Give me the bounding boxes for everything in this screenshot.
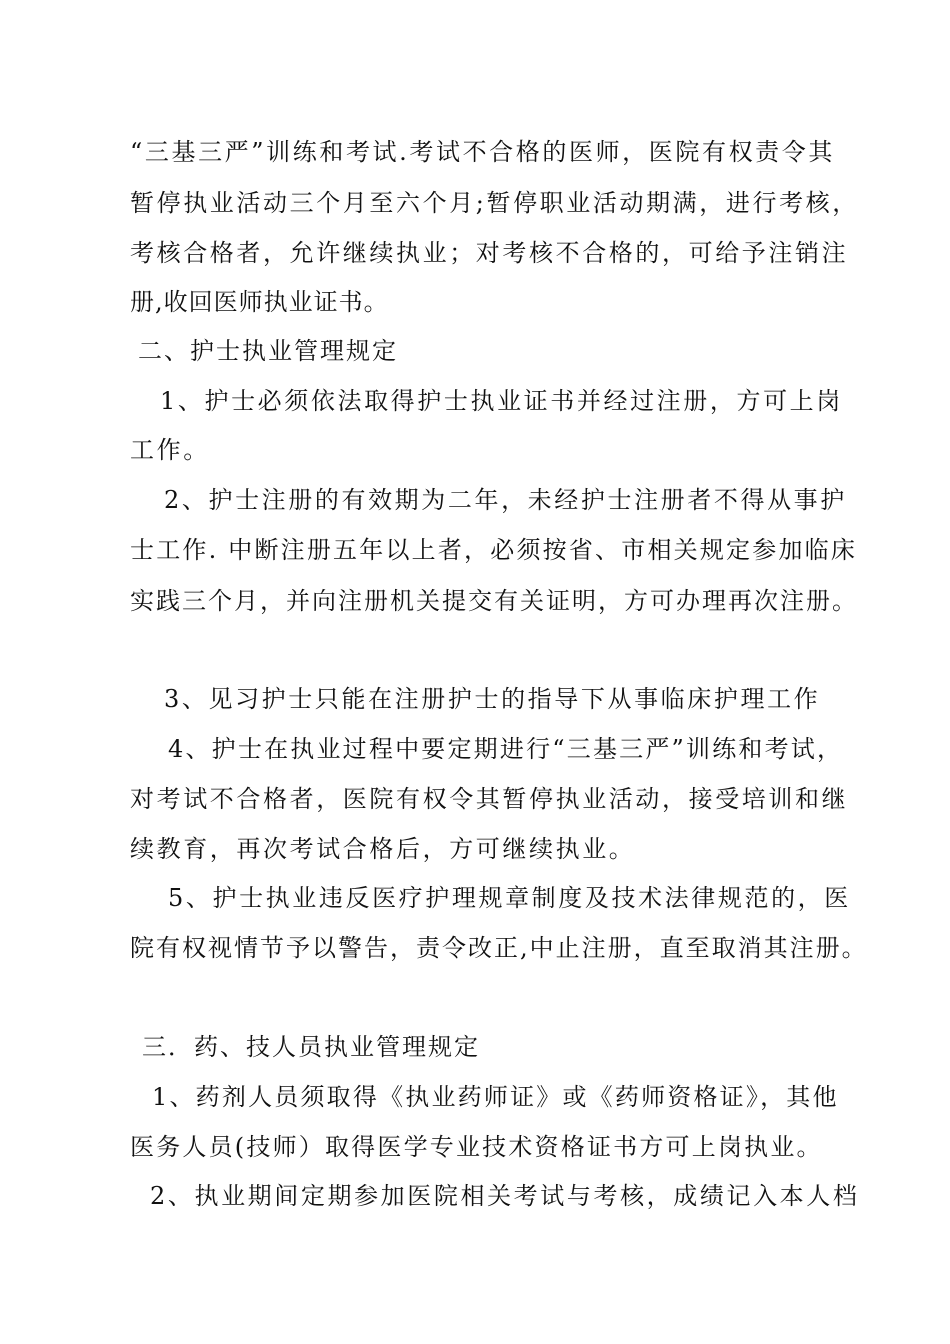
- text-line-9: 士工作. 中断注册五年以上者，必须按省、市相关规定参加临床: [130, 536, 858, 564]
- text-line-15: 5、护士执业违反医疗护理规章制度及技术法律规范的，医: [168, 884, 851, 912]
- text-line-4: 册,收回医师执业证书。: [130, 288, 389, 316]
- text-line-16: 院有权视情节予以警告，责令改正,中止注册，直至取消其注册。: [130, 934, 868, 962]
- text-line-18: 1、药剂人员须取得《执业药师证》或《药师资格证》，其他: [152, 1083, 839, 1111]
- text-line-13: 对考试不合格者，医院有权令其暂停执业活动，接受培训和继: [130, 785, 849, 813]
- text-line-1: “三基三严”训练和考试.考试不合格的医师，医院有权责令其: [130, 138, 835, 166]
- text-line-12: 4、护士在执业过程中要定期进行“三基三严”训练和考试，: [168, 735, 844, 763]
- text-line-3: 考核合格者，允许继续执业；对考核不合格的，可给予注销注: [130, 239, 849, 267]
- text-line-14: 续教育，再次考试合格后，方可继续执业。: [130, 835, 636, 863]
- text-line-19: 医务人员(技师）取得医学专业技术资格证书方可上岗执业。: [130, 1133, 823, 1161]
- text-line-7: 工作。: [130, 436, 210, 464]
- text-line-11: 3、见习护士只能在注册护士的指导下从事临床护理工作: [164, 685, 821, 713]
- section-heading-pharmacy: 三．药、技人员执业管理规定: [142, 1033, 480, 1061]
- text-line-6: 1、护士必须依法取得护士执业证书并经过注册，方可上岗: [160, 387, 843, 415]
- text-line-8: 2、护士注册的有效期为二年，未经护士注册者不得从事护: [164, 486, 847, 514]
- section-heading-nurse: 二、护士执业管理规定: [138, 337, 398, 365]
- text-line-20: 2、执业期间定期参加医院相关考试与考核，成绩记入本人档: [150, 1182, 860, 1210]
- text-line-10: 实践三个月，并向注册机关提交有关证明，方可办理再次注册。: [130, 587, 858, 615]
- text-line-2: 暂停执业活动三个月至六个月;暂停职业活动期满，进行考核，: [130, 189, 859, 217]
